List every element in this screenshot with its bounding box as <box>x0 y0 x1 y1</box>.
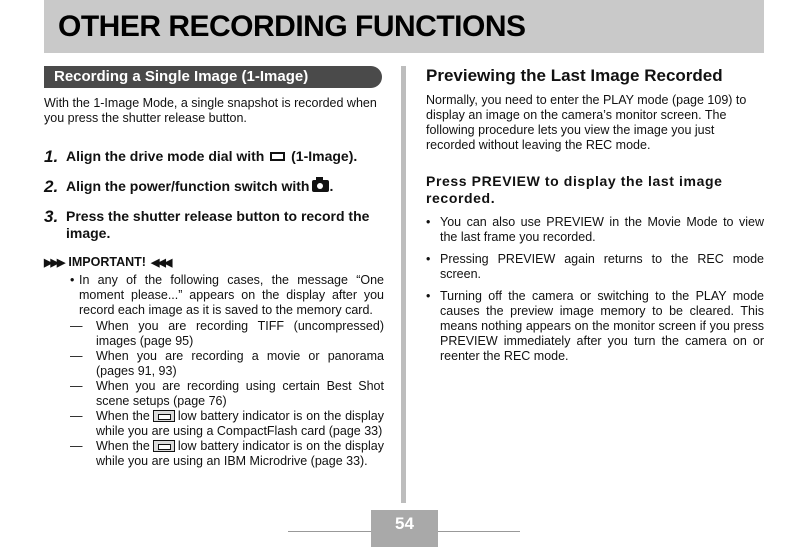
step-number: 2. <box>44 177 59 196</box>
list-item <box>426 252 764 282</box>
page-title: OTHER RECORDING FUNCTIONS <box>58 10 526 43</box>
page-number: 54 <box>371 510 438 547</box>
arrow-left-icon: ◀◀◀ <box>150 256 171 269</box>
step-1 <box>44 148 384 165</box>
list-item <box>70 319 384 349</box>
bullet-icon: • <box>426 289 431 303</box>
step-number: 1. <box>44 147 59 166</box>
single-image-mode-icon <box>270 152 285 161</box>
low-battery-icon <box>153 410 175 422</box>
section-title: Recording a Single Image (1-Image) <box>44 66 382 88</box>
list-item-text: You can also use PREVIEW in the Movie Mode to view the last frame you recorded. <box>440 215 764 244</box>
important-label: IMPORTANT! <box>68 255 146 269</box>
left-column <box>44 66 384 469</box>
intro-text: With the 1-Image Mode, a single snapshot is recorded when you press the shutter release button. <box>44 96 377 125</box>
step-text: . <box>329 178 334 194</box>
right-column <box>426 66 764 371</box>
bullet-icon: • <box>426 252 431 266</box>
bullet-icon: • <box>426 215 431 229</box>
intro-text: Normally, you need to enter the PLAY mode (page 109) to display an image on the camera’s monitor screen. The following procedure lets you view the image you just recorded without leaving the REC mode. <box>426 93 747 152</box>
step-text: Align the drive mode dial with <box>66 148 265 164</box>
camera-icon <box>312 180 329 192</box>
list-item-text: When you are recording TIFF (uncompressed) images (page 95) <box>96 319 384 348</box>
dash-icon: — <box>70 349 83 363</box>
list-item-text: When you are recording using certain Best Shot scene setups (page 76) <box>96 379 384 408</box>
list-item <box>70 273 384 318</box>
dash-icon: — <box>70 409 83 423</box>
list-item-text: When the <box>96 439 150 453</box>
sub-list <box>70 319 384 469</box>
important-text: In any of the following cases, the message “One moment please...” appears on the display after you record each image as it is saved to the memory card. <box>79 273 384 317</box>
list-item <box>70 379 384 409</box>
list-item-text: When the <box>96 409 150 423</box>
important-body <box>44 273 384 469</box>
step-text: Press the shutter release button to record the image. <box>66 208 370 241</box>
dash-icon: — <box>70 439 83 453</box>
bullet-icon: • <box>70 273 75 287</box>
header-bar <box>44 0 764 53</box>
list-item <box>426 215 764 245</box>
important-heading <box>44 255 384 269</box>
list-item-text: When you are recording a movie or panorama (pages 91, 93) <box>96 349 384 378</box>
list-item-text: low battery indicator is on the display while you are using a CompactFlash card (page 33) <box>96 409 384 438</box>
arrow-right-icon: ▶▶▶ <box>44 256 64 269</box>
steps-list <box>44 148 384 242</box>
section-heading: Previewing the Last Image Recorded <box>426 66 723 85</box>
column-divider <box>401 66 406 503</box>
list-item <box>70 409 384 439</box>
list-item <box>426 289 764 364</box>
list-item-text: Turning off the camera or switching to the PLAY mode causes the preview image memory to be cleared. This means nothing appears on the monitor screen if you press PREVIEW immediately after you turn the camera on or reenter the REC mode. <box>440 289 764 363</box>
dash-icon: — <box>70 319 83 333</box>
step-text: Align the power/function switch with <box>66 178 310 194</box>
low-battery-icon <box>153 440 175 452</box>
notes-list <box>426 215 764 364</box>
step-3 <box>44 208 384 242</box>
step-text: (1-Image). <box>291 148 358 164</box>
list-item-text: Pressing PREVIEW again returns to the REC mode screen. <box>440 252 764 281</box>
step-2 <box>44 178 384 195</box>
list-item <box>70 349 384 379</box>
list-item-text: low battery indicator is on the display while you are using an IBM Microdrive (page 33). <box>96 439 384 468</box>
step-number: 3. <box>44 207 59 226</box>
dash-icon: — <box>70 379 83 393</box>
instruction-heading: Press PREVIEW to display the last image recorded. <box>426 173 723 206</box>
list-item <box>70 439 384 469</box>
